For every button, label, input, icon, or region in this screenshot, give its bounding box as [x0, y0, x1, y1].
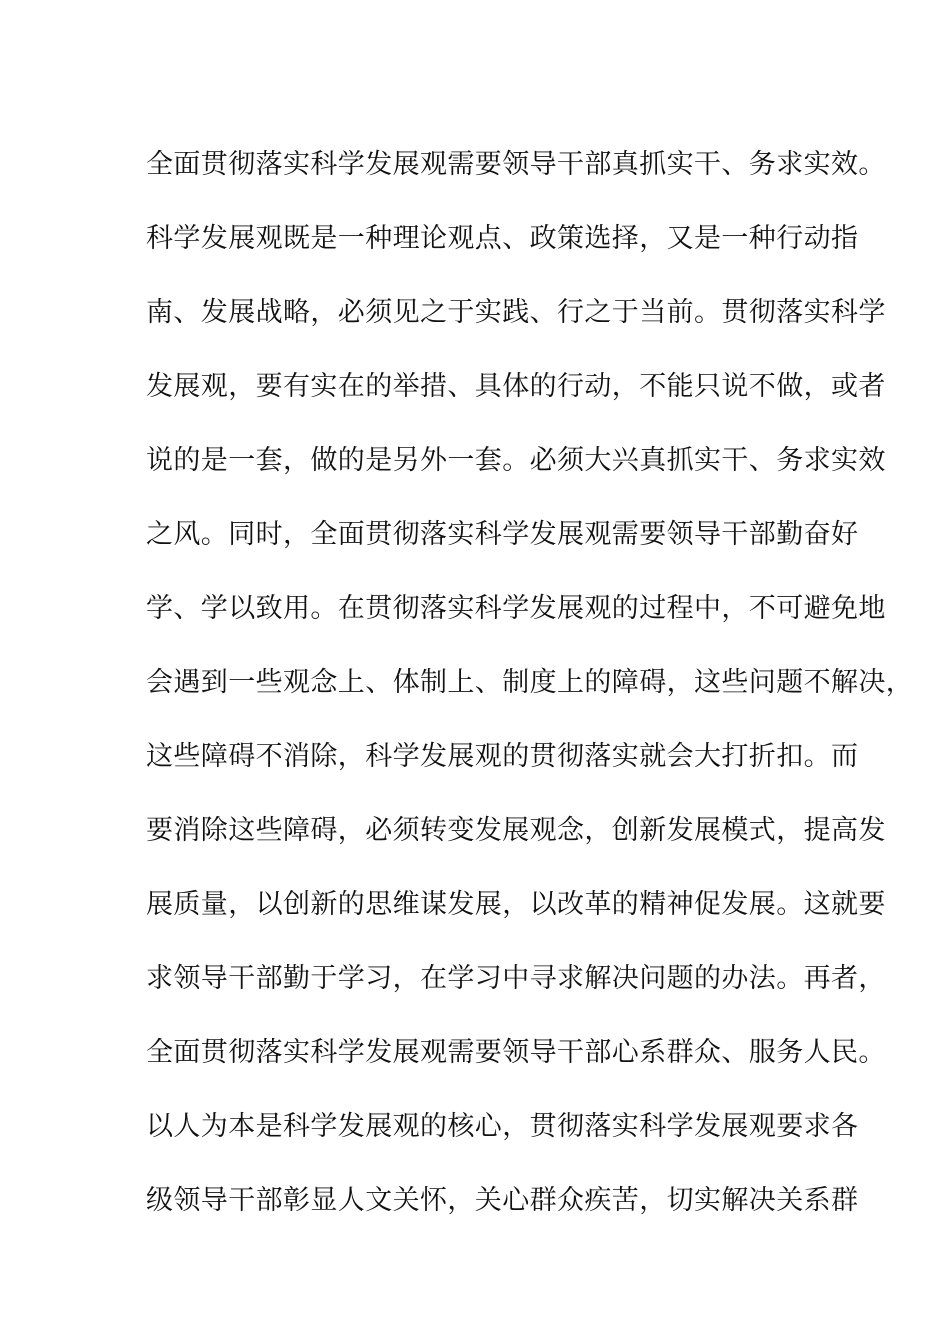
body-paragraph — [146, 128, 914, 1238]
text-line-9: 这些障碍不消除，科学发展观的贯彻落实就会大打折扣。而 — [146, 741, 859, 772]
text-line-7: 学、学以致用。在贯彻落实科学发展观的过程中，不可避免地 — [146, 593, 886, 624]
text-line-13: 全面贯彻落实科学发展观需要领导干部心系群众、服务人民。 — [146, 1037, 886, 1068]
text-line-12: 求领导干部勤于学习，在学习中寻求解决问题的办法。再者， — [146, 963, 886, 994]
text-line-3: 南、发展战略，必须见之于实践、行之于当前。贯彻落实科学 — [146, 297, 886, 328]
text-line-6: 之风。同时，全面贯彻落实科学发展观需要领导干部勤奋好 — [146, 519, 859, 550]
text-line-2: 科学发展观既是一种理论观点、政策选择，又是一种行动指 — [146, 223, 859, 254]
text-line-1: 全面贯彻落实科学发展观需要领导干部真抓实干、务求实效。 — [146, 149, 886, 180]
text-line-5: 说的是一套，做的是另外一套。必须大兴真抓实干、务求实效 — [146, 445, 886, 476]
text-line-15: 级领导干部彰显人文关怀，关心群众疾苦，切实解决关系群 — [146, 1185, 859, 1216]
text-line-14: 以人为本是科学发展观的核心，贯彻落实科学发展观要求各 — [146, 1111, 859, 1142]
text-line-8: 会遇到一些观念上、体制上、制度上的障碍，这些问题不解决， — [146, 667, 914, 698]
text-line-11: 展质量，以创新的思维谋发展，以改革的精神促发展。这就要 — [146, 889, 886, 920]
text-line-4: 发展观，要有实在的举措、具体的行动，不能只说不做，或者 — [146, 371, 886, 402]
text-line-10: 要消除这些障碍，必须转变发展观念，创新发展模式，提高发 — [146, 815, 886, 846]
